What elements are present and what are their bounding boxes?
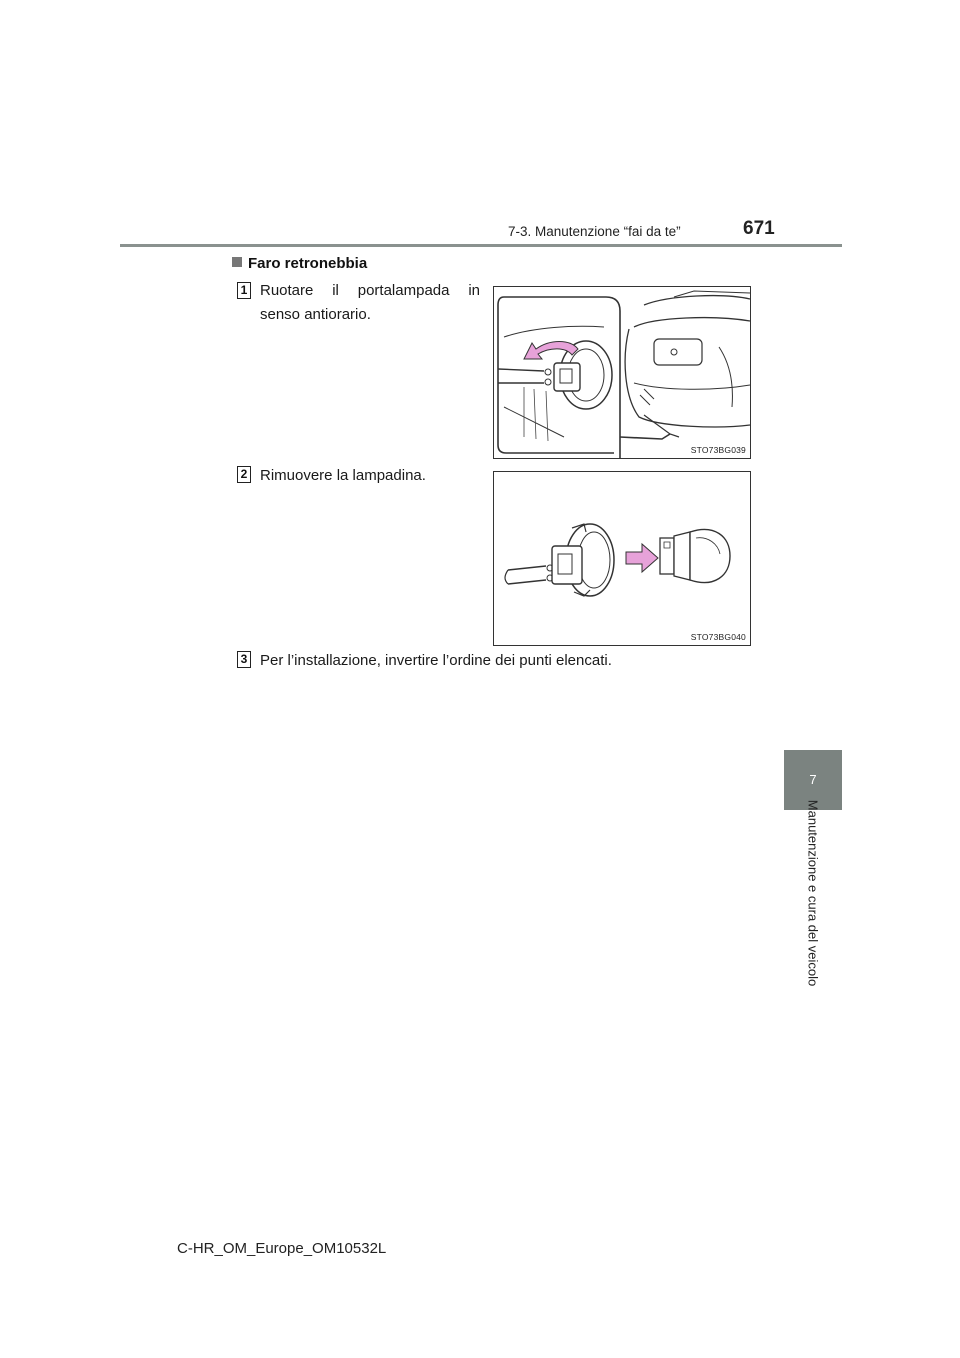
step-text-3: Per l’installazione, invertire l’ordine dei punti elencati. xyxy=(260,652,612,669)
section-title: 7-3. Manutenzione “fai da te” xyxy=(508,224,681,239)
section-heading-text: Faro retronebbia xyxy=(248,255,368,272)
step-number-1: 1 xyxy=(237,282,251,299)
header-rule xyxy=(120,244,842,247)
step-text-2: Rimuovere la lampadina. xyxy=(260,467,426,484)
chapter-title: Manutenzione e cura del veicolo xyxy=(805,799,821,987)
figure-code: STO73BG039 xyxy=(690,445,746,455)
square-bullet-icon xyxy=(232,257,242,267)
bulb-removal-illustration xyxy=(494,472,752,647)
document-id: C-HR_OM_Europe_OM10532L xyxy=(177,1240,387,1257)
figure-rear-fog-lamp-socket xyxy=(493,286,751,459)
section-heading xyxy=(232,255,367,272)
chapter-number: 7 xyxy=(809,772,817,787)
figure-code: STO73BG040 xyxy=(690,632,746,642)
step-number-3: 3 xyxy=(237,651,251,668)
figure-bulb-removal xyxy=(493,471,751,646)
step-text-1: Ruotare il portalampada in senso antiorario. xyxy=(260,282,480,323)
page-number: 671 xyxy=(743,218,775,239)
step-number-2: 2 xyxy=(237,466,251,483)
rear-fog-lamp-illustration xyxy=(494,287,752,460)
